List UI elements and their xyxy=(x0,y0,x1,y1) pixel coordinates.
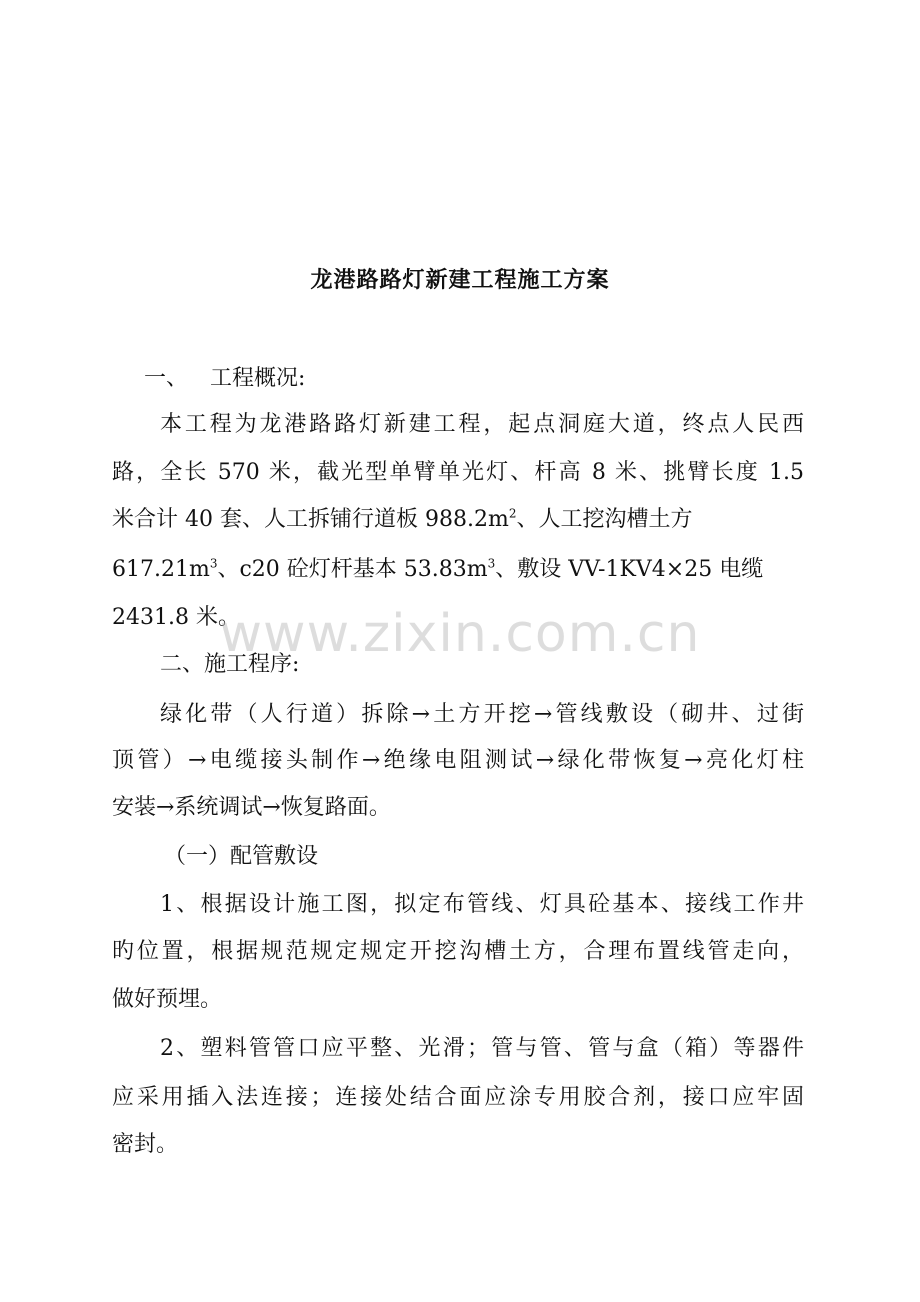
text-run: 、人工挖沟槽土方 xyxy=(516,507,693,532)
document-title: 龙港路路灯新建工程施工方案 xyxy=(310,268,610,293)
paragraph-line: 做好预埋。 xyxy=(112,987,223,1012)
paragraph-line: 路，全长 570 米，截光型单臂单光灯、杆高 8 米、挑臂长度 1.5 xyxy=(112,460,804,485)
paragraph-line: 2、塑料管管口应平整、光滑；管与管、管与盒（箱）等器件 xyxy=(160,1036,804,1061)
superscript-2: 2 xyxy=(508,506,517,521)
paragraph-line: 本工程为龙港路路灯新建工程，起点洞庭大道，终点人民西 xyxy=(160,412,804,437)
text-run: 617.21m xyxy=(112,557,210,582)
superscript-3: 3 xyxy=(209,556,218,571)
section-1-heading xyxy=(144,364,305,394)
paragraph-line: 顶管）→电缆接头制作→绝缘电阻测试→绿化带恢复→亮化灯柱 xyxy=(112,748,804,773)
paragraph-line: 旳位置，根据规范规定规定开挖沟槽土方，合理布置线管走向， xyxy=(112,939,804,964)
section-1-number: 一、 xyxy=(144,366,189,391)
paragraph-line xyxy=(112,505,692,535)
subsection-1-heading: （一）配管敷设 xyxy=(164,844,319,869)
paragraph-line: 密封。 xyxy=(112,1132,179,1157)
paragraph-line: 绿化带（人行道）拆除→土方开挖→管线敷设（砌井、过街 xyxy=(160,702,804,727)
text-run: 、c20 砼灯杆基本 53.83m xyxy=(217,557,488,582)
paragraph-line: 2431.8 米。 xyxy=(112,605,240,630)
text-run: 米合计 40 套、人工拆铺行道板 988.2m xyxy=(112,507,509,532)
superscript-3: 3 xyxy=(487,556,496,571)
section-1-title: 工程概况: xyxy=(210,366,306,391)
paragraph-line: 应采用插入法连接；连接处结合面应涂专用胶合剂，接口应牢固 xyxy=(112,1085,804,1110)
paragraph-line: 1、根据设计施工图，拟定布管线、灯具砼基本、接线工作井 xyxy=(160,892,804,917)
text-run: 、敷设 VV-1KV4×25 电缆 xyxy=(495,557,764,582)
paragraph-line: 安装→系统调试→恢复路面。 xyxy=(112,795,391,820)
watermark: www.zixin.com.cn xyxy=(219,604,701,664)
paragraph-line xyxy=(112,555,763,585)
section-2-heading: 二、施工程序: xyxy=(160,652,300,677)
